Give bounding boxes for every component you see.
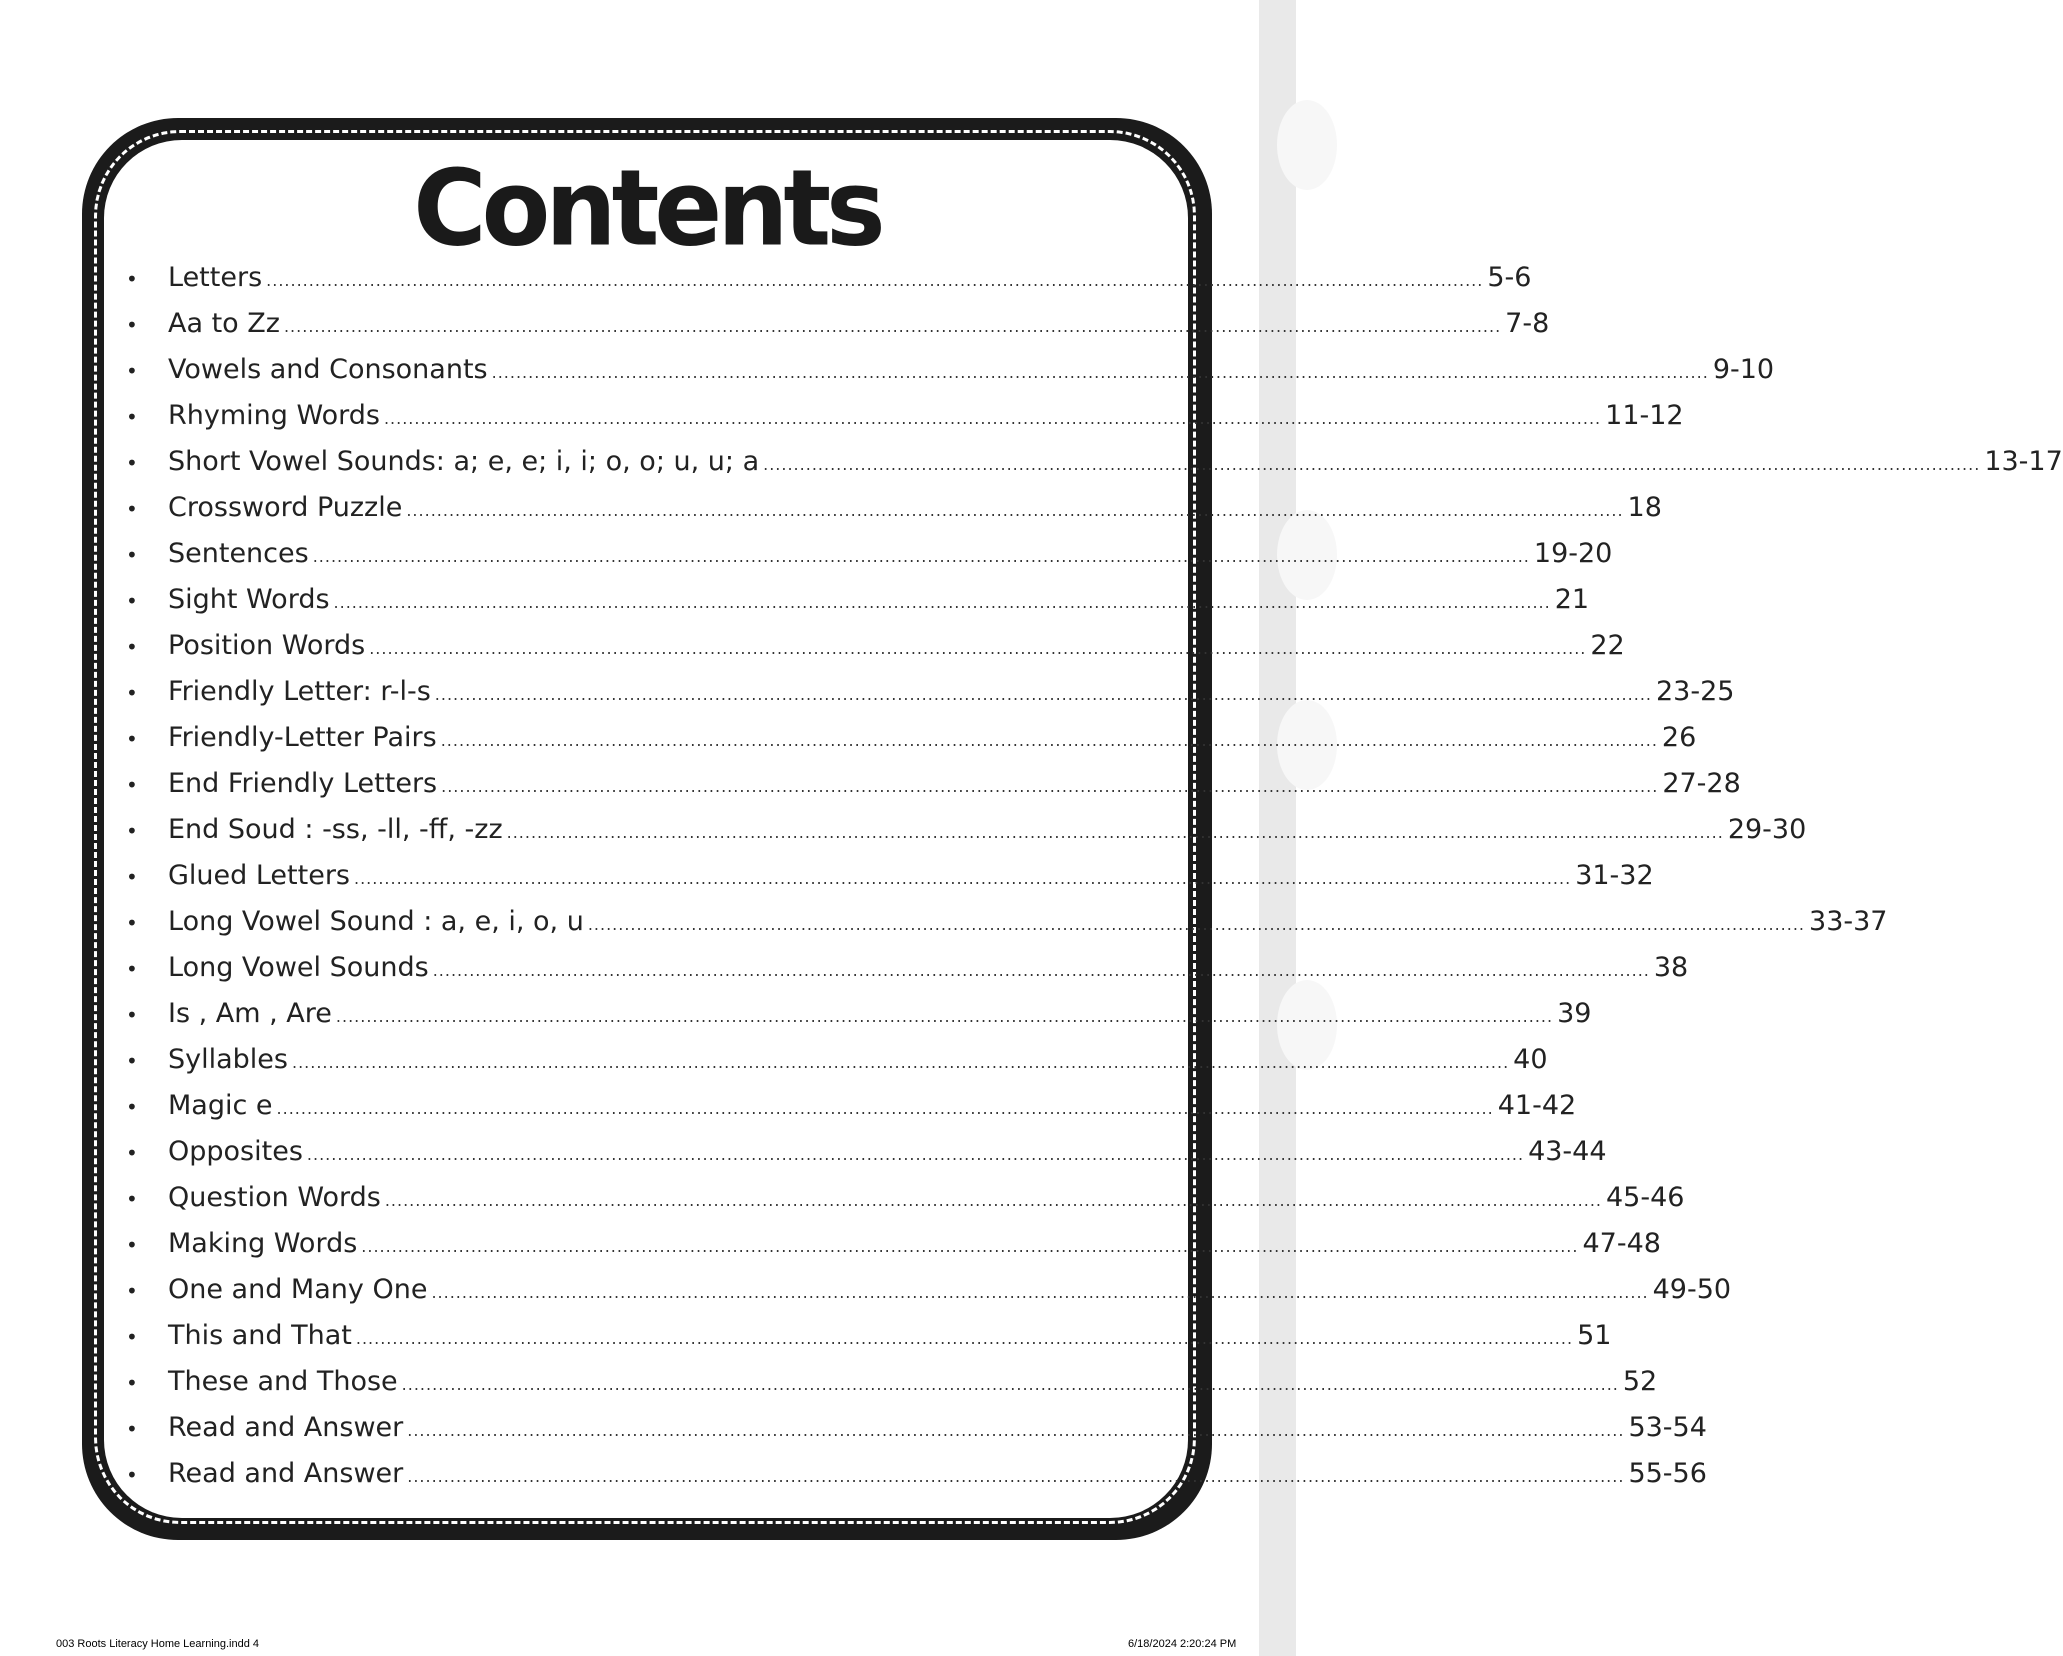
toc-entry [126,1412,1707,1458]
dot-leader: ........................................................................................................................................................................................................ [406,501,1624,520]
toc-entry-pages: 52 [1622,1366,1658,1397]
toc-entry [126,1274,1732,1320]
toc-entry-pages: 13-17 [1984,446,2063,477]
bullet-icon: • [126,589,138,613]
toc-entry [126,538,1613,584]
toc-entry-label: Position Words [168,630,366,661]
toc-entry-pages: 39 [1557,998,1592,1029]
bullet-icon: • [126,1417,138,1441]
toc-entry-pages: 7-8 [1505,308,1550,339]
toc-entry [126,1366,1658,1412]
dot-leader: ........................................................................................................................................................................................................ [384,1191,1602,1210]
toc-entry-label: Read and Answer [168,1458,404,1489]
toc-entry-pages: 21 [1554,584,1590,615]
toc-entry-label: Making Words [168,1228,358,1259]
bullet-icon: • [126,267,138,291]
bullet-icon: • [126,1279,138,1303]
toc-entry-pages: 26 [1661,722,1697,753]
toc-entry-label: Short Vowel Sounds: a; e, e; i, i; o, o; u, u; a [168,446,760,477]
toc-entry-pages: 45-46 [1606,1182,1685,1213]
toc-entry [126,492,1662,538]
toc-entry-label: Long Vowel Sound : a, e, i, o, u [168,906,584,937]
toc-entry-pages: 53-54 [1628,1412,1707,1443]
toc-entry [126,262,1532,308]
toc-entry-label: Syllables [168,1044,288,1075]
dot-leader: ........................................................................................................................................................................................................ [506,823,1724,842]
bullet-icon: • [126,1003,138,1027]
dot-leader: ........................................................................................................................................................................................................ [383,409,1602,428]
toc-entry [126,446,2063,492]
toc-entry-label: Glued Letters [168,860,350,891]
dot-leader: ........................................................................................................................................................................................................ [432,961,1650,980]
toc-entry-pages: 23-25 [1655,676,1735,707]
bullet-icon: • [126,451,138,475]
toc-entry [126,1182,1685,1228]
dot-leader: ........................................................................................................................................................................................................ [312,547,1530,566]
bullet-icon: • [126,1325,138,1349]
toc-entry-label: Is , Am , Are [168,998,332,1029]
toc-entry [126,630,1625,676]
toc-entry [126,814,1807,860]
dot-leader: ........................................................................................................................................................................................................ [407,1467,1625,1486]
bullet-icon: • [126,635,138,659]
toc-entry-label: Aa to Zz [168,308,280,339]
bullet-icon: • [126,1141,138,1165]
dot-leader: ........................................................................................................................................................................................................ [266,271,1484,290]
bullet-icon: • [126,1049,138,1073]
toc-entry-label: Friendly-Letter Pairs [168,722,437,753]
dot-leader: ........................................................................................................................................................................................................ [306,1145,1525,1164]
dot-leader: ........................................................................................................................................................................................................ [763,455,1981,474]
bullet-icon: • [126,1187,138,1211]
bullet-icon: • [126,543,138,567]
toc-entry-pages: 41-42 [1497,1090,1577,1121]
toc-entry-label: Opposites [168,1136,303,1167]
toc-entry-pages: 5-6 [1487,262,1532,293]
toc-entry [126,400,1684,446]
toc-entry-pages: 40 [1513,1044,1548,1075]
bullet-icon: • [126,819,138,843]
toc-entry-label: Magic e [168,1090,273,1121]
toc-entry-pages: 47-48 [1582,1228,1661,1259]
bullet-icon: • [126,1095,138,1119]
toc-entry-pages: 19-20 [1533,538,1613,569]
footer-file-label: 003 Roots Literacy Home Learning.indd 4 [56,1638,260,1650]
toc-entry [126,584,1590,630]
dot-leader: ........................................................................................................................................................................................................ [441,777,1659,796]
toc-entry-pages: 9-10 [1712,354,1775,385]
toc-entry-label: Friendly Letter: r-l-s [168,676,431,707]
dot-leader: ........................................................................................................................................................................................................ [434,685,1652,704]
toc-entry [126,1136,1607,1182]
bullet-icon: • [126,681,138,705]
dot-leader: ........................................................................................................................................................................................................ [335,1007,1554,1026]
toc-entry [126,1458,1707,1504]
dot-leader: ........................................................................................................................................................................................................ [276,1099,1494,1118]
bullet-icon: • [126,727,138,751]
toc-entry [126,906,1888,952]
toc-entry-label: Rhyming Words [168,400,380,431]
toc-entry-pages: 33-37 [1809,906,1888,937]
toc-entry-label: Read and Answer [168,1412,404,1443]
bullet-icon: • [126,865,138,889]
toc-entry-pages: 31-32 [1575,860,1654,891]
toc-entry-label: Vowels and Consonants [168,354,488,385]
dot-leader: ........................................................................................................................................................................................................ [401,1375,1619,1394]
dot-leader: ........................................................................................................................................................................................................ [361,1237,1579,1256]
dot-leader: ........................................................................................................................................................................................................ [407,1421,1625,1440]
dot-leader: ........................................................................................................................................................................................................ [431,1283,1649,1302]
dot-leader: ........................................................................................................................................................................................................ [355,1329,1574,1348]
toc-entry-label: End Soud : -ss, -ll, -ff, -zz [168,814,503,845]
bullet-icon: • [126,1463,138,1487]
dot-leader: ........................................................................................................................................................................................................ [440,731,1658,750]
toc-entry-label: Crossword Puzzle [168,492,403,523]
page-title: Contents [413,147,881,270]
bullet-icon: • [126,497,138,521]
toc-entry-pages: 55-56 [1628,1458,1707,1489]
table-of-contents [126,262,2063,1504]
dot-leader: ........................................................................................................................................................................................................ [491,363,1709,382]
toc-entry-label: Long Vowel Sounds [168,952,429,983]
dot-leader: ........................................................................................................................................................................................................ [587,915,1806,934]
toc-entry-pages: 51 [1577,1320,1612,1351]
toc-entry [126,998,1592,1044]
dot-leader: ........................................................................................................................................................................................................ [283,317,1502,336]
toc-entry-label: Sentences [168,538,309,569]
bullet-icon: • [126,773,138,797]
toc-entry-pages: 11-12 [1605,400,1684,431]
toc-entry-pages: 18 [1627,492,1662,523]
toc-entry [126,1044,1548,1090]
toc-entry-pages: 49-50 [1652,1274,1732,1305]
toc-entry [126,1090,1577,1136]
toc-entry-label: Letters [168,262,263,293]
bullet-icon: • [126,911,138,935]
toc-entry-label: End Friendly Letters [168,768,438,799]
toc-entry [126,860,1654,906]
bullet-icon: • [126,359,138,383]
toc-entry-pages: 22 [1590,630,1625,661]
dot-leader: ........................................................................................................................................................................................................ [333,593,1551,612]
bullet-icon: • [126,1233,138,1257]
dot-leader: ........................................................................................................................................................................................................ [291,1053,1510,1072]
toc-entry-label: This and That [168,1320,352,1351]
toc-entry [126,722,1697,768]
dot-leader: ........................................................................................................................................................................................................ [369,639,1587,658]
toc-entry-pages: 43-44 [1528,1136,1607,1167]
toc-entry-label: These and Those [168,1366,398,1397]
bullet-icon: • [126,957,138,981]
toc-entry-label: Sight Words [168,584,330,615]
toc-entry [126,308,1550,354]
toc-entry [126,1320,1612,1366]
toc-entry [126,768,1741,814]
toc-entry-label: One and Many One [168,1274,428,1305]
toc-entry-pages: 38 [1653,952,1689,983]
toc-entry [126,354,1775,400]
toc-entry-pages: 29-30 [1727,814,1807,845]
bullet-icon: • [126,1371,138,1395]
footer-date-label: 6/18/2024 2:20:24 PM [1128,1638,1237,1650]
toc-entry [126,952,1689,998]
toc-entry-label: Question Words [168,1182,381,1213]
bullet-icon: • [126,313,138,337]
toc-entry [126,676,1735,722]
toc-entry [126,1228,1661,1274]
dot-leader: ........................................................................................................................................................................................................ [354,869,1572,888]
bullet-icon: • [126,405,138,429]
toc-entry-pages: 27-28 [1662,768,1741,799]
